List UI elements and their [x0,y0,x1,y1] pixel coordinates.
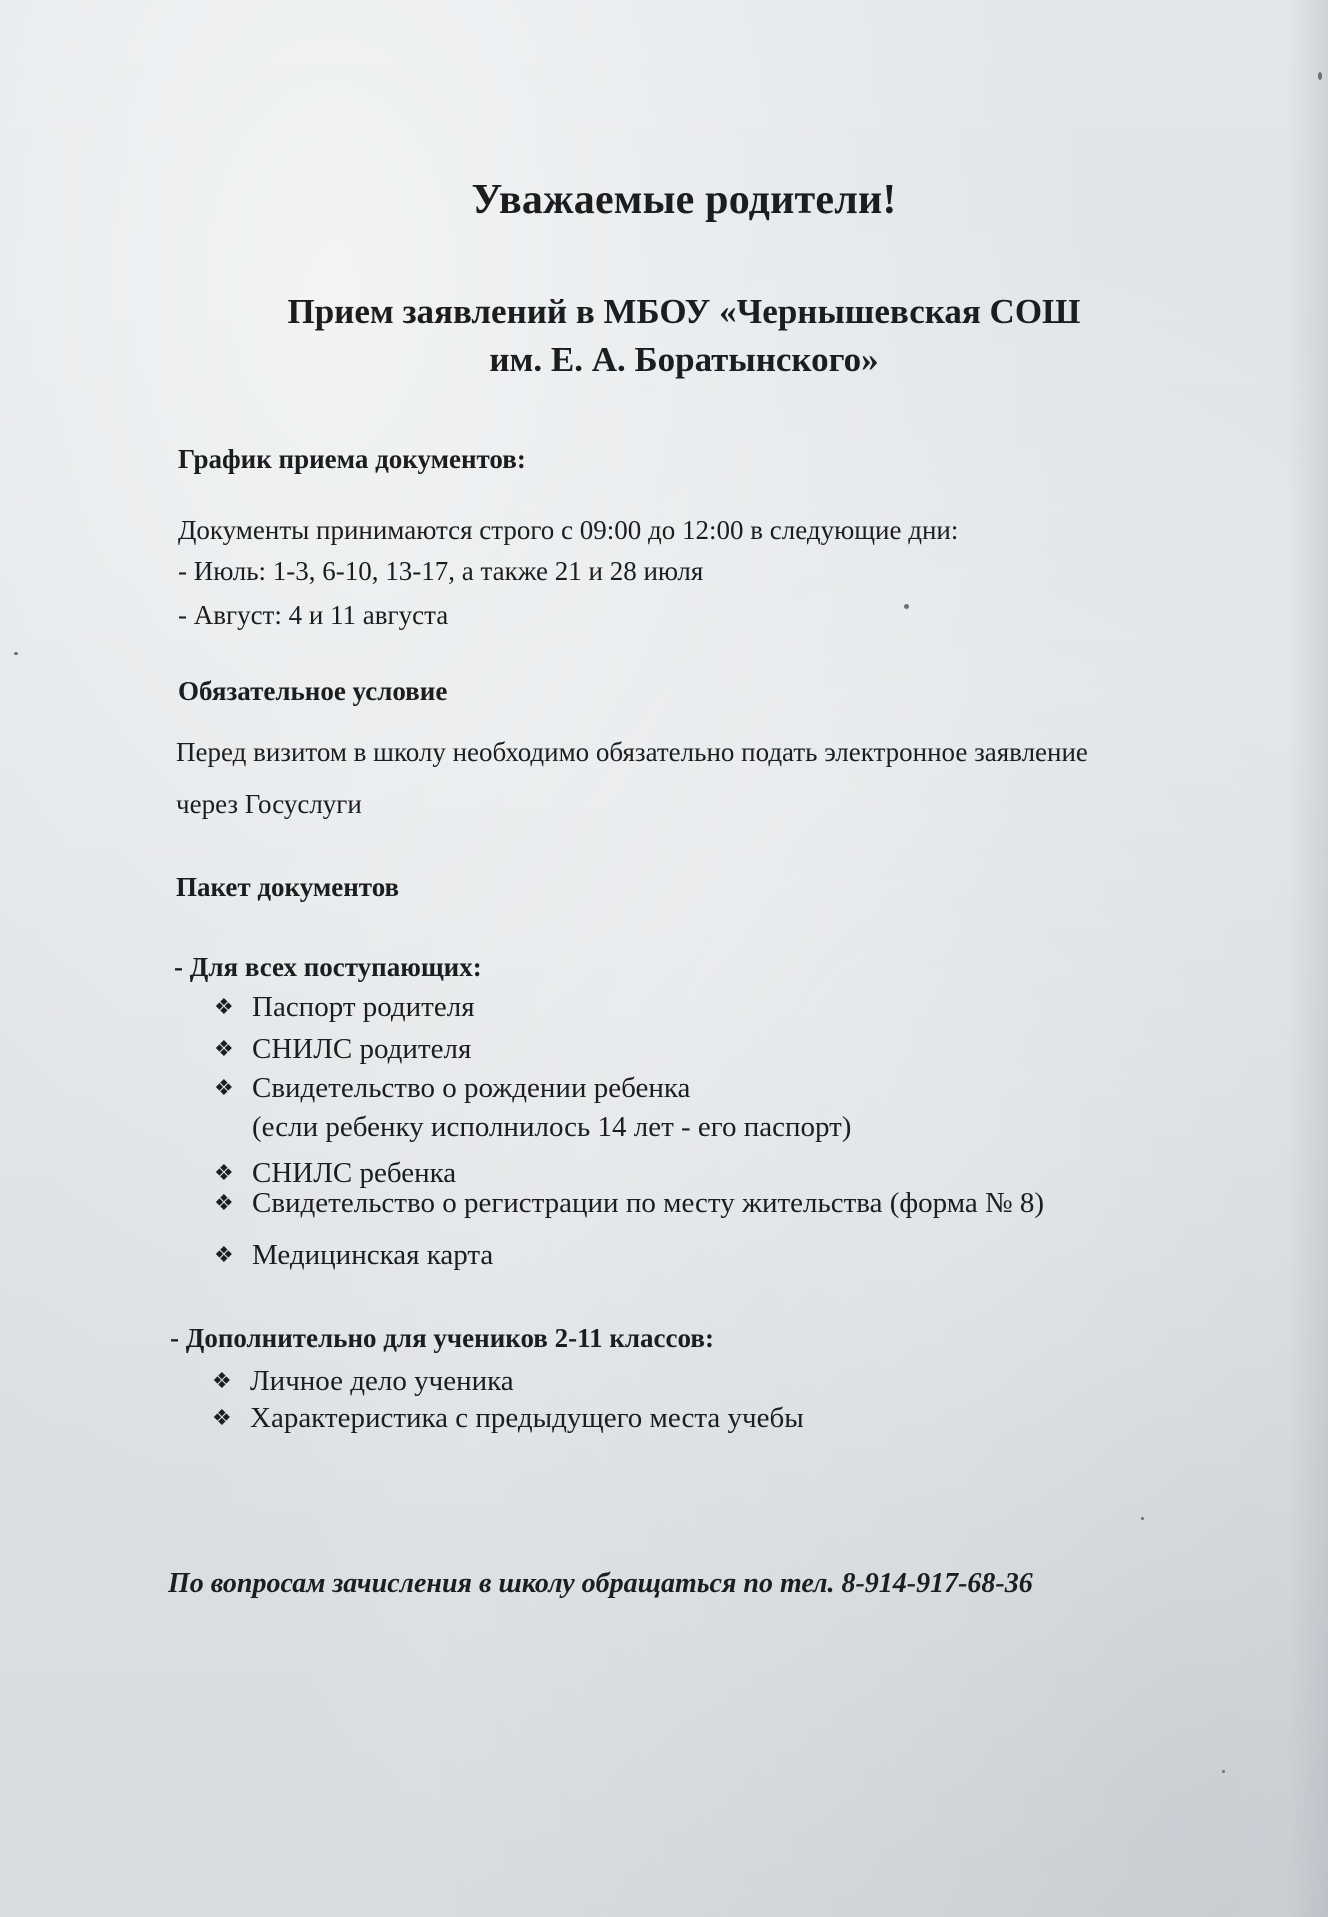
requirement-line-1: Перед визитом в школу необходимо обязательно подать электронное заявление [176,737,1088,767]
list-item-continuation: (если ребенку исполнилось 14 лет - его паспорт) [252,1111,852,1143]
paper-speck [14,652,18,655]
list-item [214,1157,456,1190]
schedule-heading: График приема документов: [178,444,526,474]
schedule-line-july: - Июль: 1-3, 6-10, 13-17, а также 21 и 28 июля [178,556,704,586]
list-item [214,1033,471,1066]
diamond-bullet-icon: ❖ [214,1036,234,1061]
documents-all-heading: - Для всех поступающих: [174,952,482,982]
paper-speck [904,604,909,609]
paper-shadow [1288,0,1328,1917]
diamond-bullet-icon: ❖ [214,1190,234,1215]
subtitle-line-2: им. Е. А. Боратынского» [489,340,879,379]
paper-speck [1141,1517,1144,1520]
requirement-heading: Обязательное условие [178,676,448,706]
schedule-line-august: - Август: 4 и 11 августа [178,600,449,630]
schedule-intro: Документы принимаются строго с 09:00 до 12:00 в следующие дни: [178,515,959,545]
list-item-label: СНИЛС родителя [252,1033,472,1065]
list-item-label: Личное дело ученика [250,1365,514,1397]
list-item [214,1072,690,1105]
page-title: Уважаемые родители! [471,177,897,223]
subtitle-line-1: Прием заявлений в МБОУ «Чернышевская СОШ [287,292,1081,331]
list-item-label: Свидетельство о регистрации по месту жительства (форма № 8) [252,1187,1045,1219]
list-item [212,1365,514,1398]
diamond-bullet-icon: ❖ [212,1405,232,1430]
diamond-bullet-icon: ❖ [214,1075,234,1100]
list-item [214,1187,1044,1220]
paper-speck [1318,72,1322,80]
list-item-label: Характеристика с предыдущего места учебы [250,1402,804,1434]
diamond-bullet-icon: ❖ [214,1160,234,1185]
list-item [214,1239,493,1272]
list-item-label: Медицинская карта [252,1239,494,1271]
list-item [212,1402,804,1435]
diamond-bullet-icon: ❖ [212,1368,232,1393]
diamond-bullet-icon: ❖ [214,1242,234,1267]
list-item [214,991,475,1024]
list-item-label: Свидетельство о рождении ребенка [252,1072,691,1104]
requirement-line-2: через Госуслуги [176,789,362,819]
paper-speck [1222,1770,1225,1773]
documents-extra-heading: - Дополнительно для учеников 2-11 классов: [170,1323,714,1353]
contact-footer: По вопросам зачисления в школу обращаться по тел. 8-914-917-68-36 [168,1568,1033,1599]
documents-heading: Пакет документов [176,872,400,902]
list-item-label: Паспорт родителя [252,991,475,1023]
diamond-bullet-icon: ❖ [214,994,234,1019]
list-item-label: СНИЛС ребенка [252,1157,457,1189]
